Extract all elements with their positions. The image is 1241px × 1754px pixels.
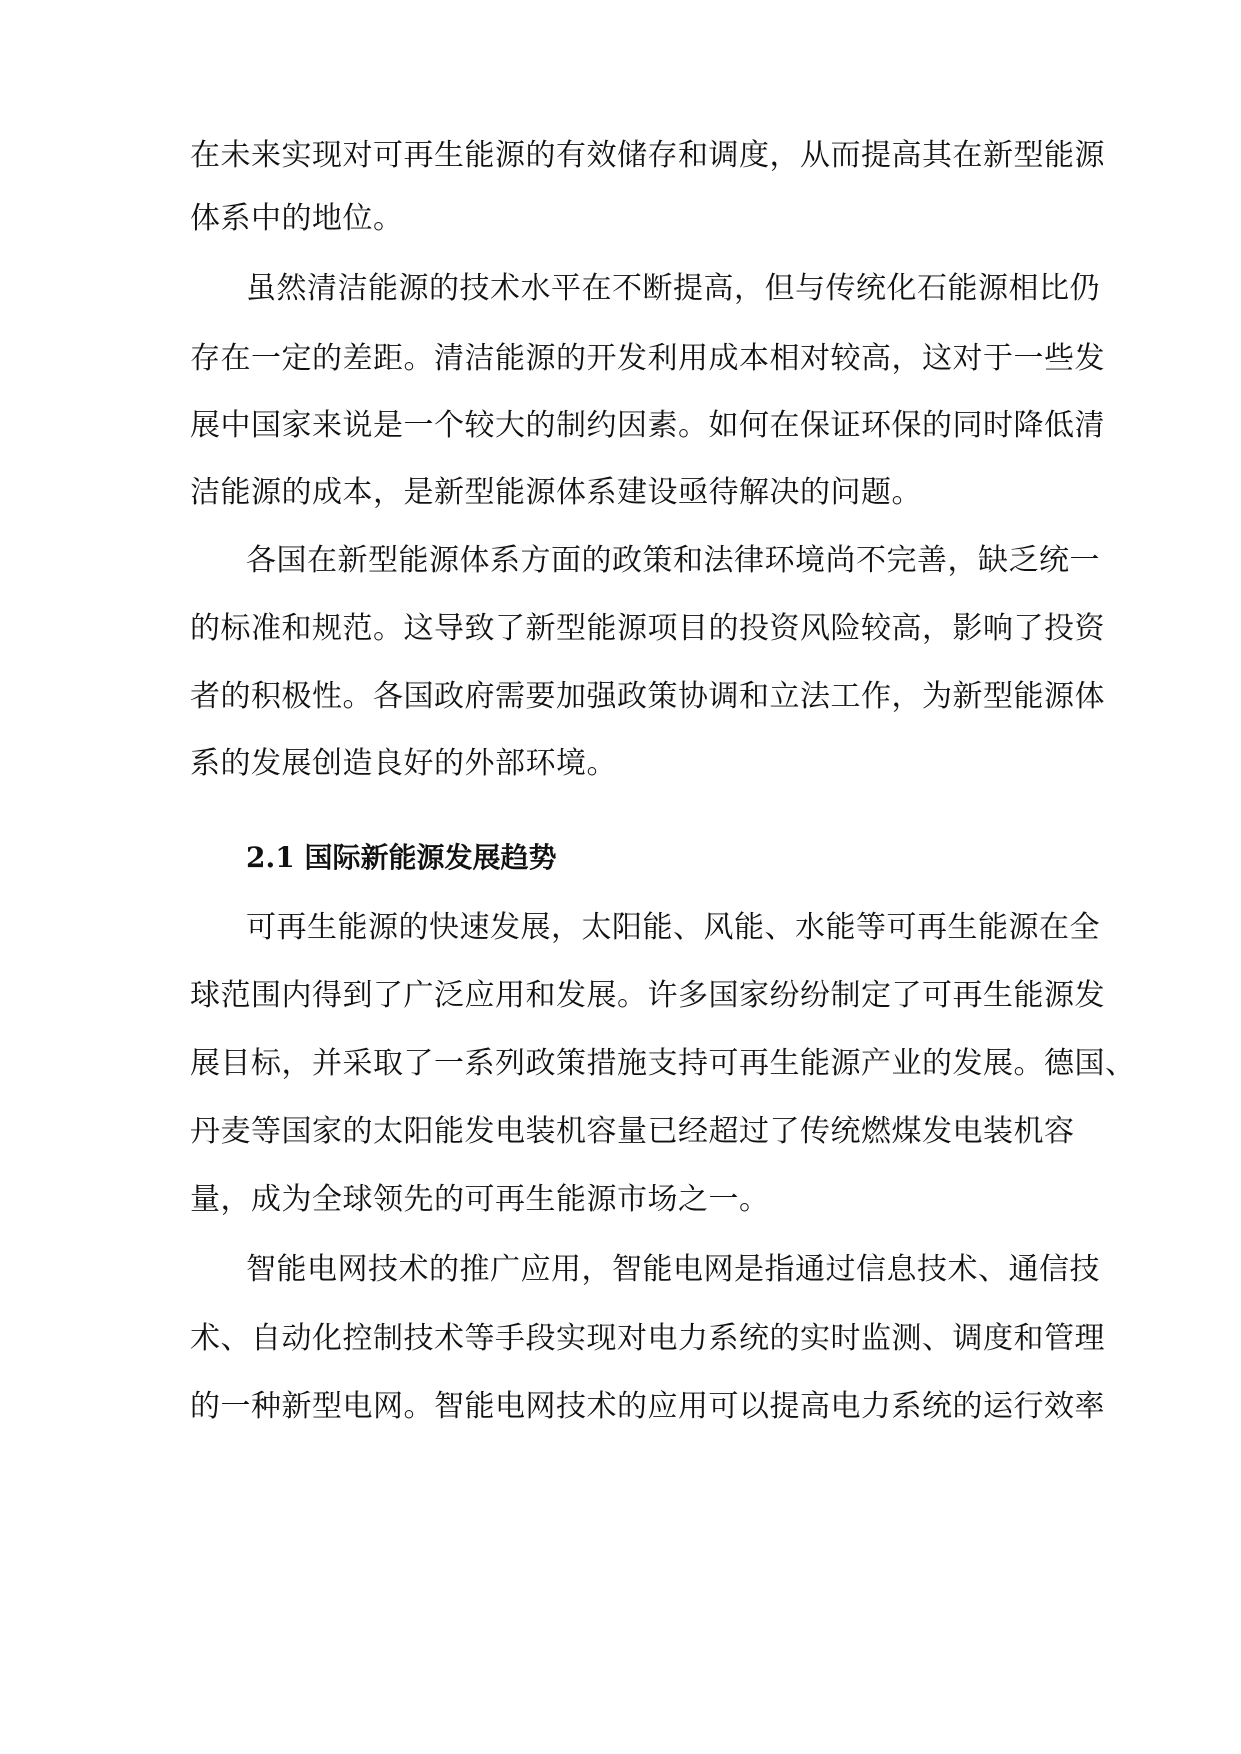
paragraph-5-line-2: 术、自动化控制技术等手段实现对电力系统的实时监测、调度和管理 — [190, 1321, 1105, 1356]
paragraph-2-line-4: 洁能源的成本，是新型能源体系建设亟待解决的问题。 — [190, 475, 922, 510]
paragraph-4-line-5: 量，成为全球领先的可再生能源市场之一。 — [190, 1182, 770, 1217]
paragraph-1-line-2: 体系中的地位。 — [190, 201, 404, 236]
paragraph-3-line-2: 的标准和规范。这导致了新型能源项目的投资风险较高，影响了投资 — [190, 611, 1105, 646]
paragraph-2-line-1: 虽然清洁能源的技术水平在不断提高，但与传统化石能源相比仍 — [246, 271, 1100, 306]
paragraph-4-line-4: 丹麦等国家的太阳能发电装机容量已经超过了传统燃煤发电装机容 — [190, 1114, 1075, 1149]
paragraph-3-line-4: 系的发展创造良好的外部环境。 — [190, 746, 617, 781]
paragraph-1-line-1: 在未来实现对可再生能源的有效储存和调度，从而提高其在新型能源 — [190, 138, 1105, 173]
paragraph-3-line-1: 各国在新型能源体系方面的政策和法律环境尚不完善，缺乏统一 — [246, 543, 1100, 578]
paragraph-4-line-1: 可再生能源的快速发展，太阳能、风能、水能等可再生能源在全 — [246, 910, 1100, 945]
paragraph-5-line-1: 智能电网技术的推广应用，智能电网是指通过信息技术、通信技 — [246, 1252, 1100, 1287]
paragraph-2-line-3: 展中国家来说是一个较大的制约因素。如何在保证环保的同时降低清 — [190, 408, 1105, 443]
paragraph-4-line-3: 展目标，并采取了一系列政策措施支持可再生能源产业的发展。德国、 — [190, 1046, 1136, 1081]
paragraph-3-line-3: 者的积极性。各国政府需要加强政策协调和立法工作，为新型能源体 — [190, 679, 1105, 714]
paragraph-5-line-3: 的一种新型电网。智能电网技术的应用可以提高电力系统的运行效率 — [190, 1389, 1105, 1424]
paragraph-4-line-2: 球范围内得到了广泛应用和发展。许多国家纷纷制定了可再生能源发 — [190, 978, 1105, 1013]
section-heading: 2.1 国际新能源发展趋势 — [246, 841, 557, 874]
paragraph-2-line-2: 存在一定的差距。清洁能源的开发利用成本相对较高，这对于一些发 — [190, 341, 1105, 376]
